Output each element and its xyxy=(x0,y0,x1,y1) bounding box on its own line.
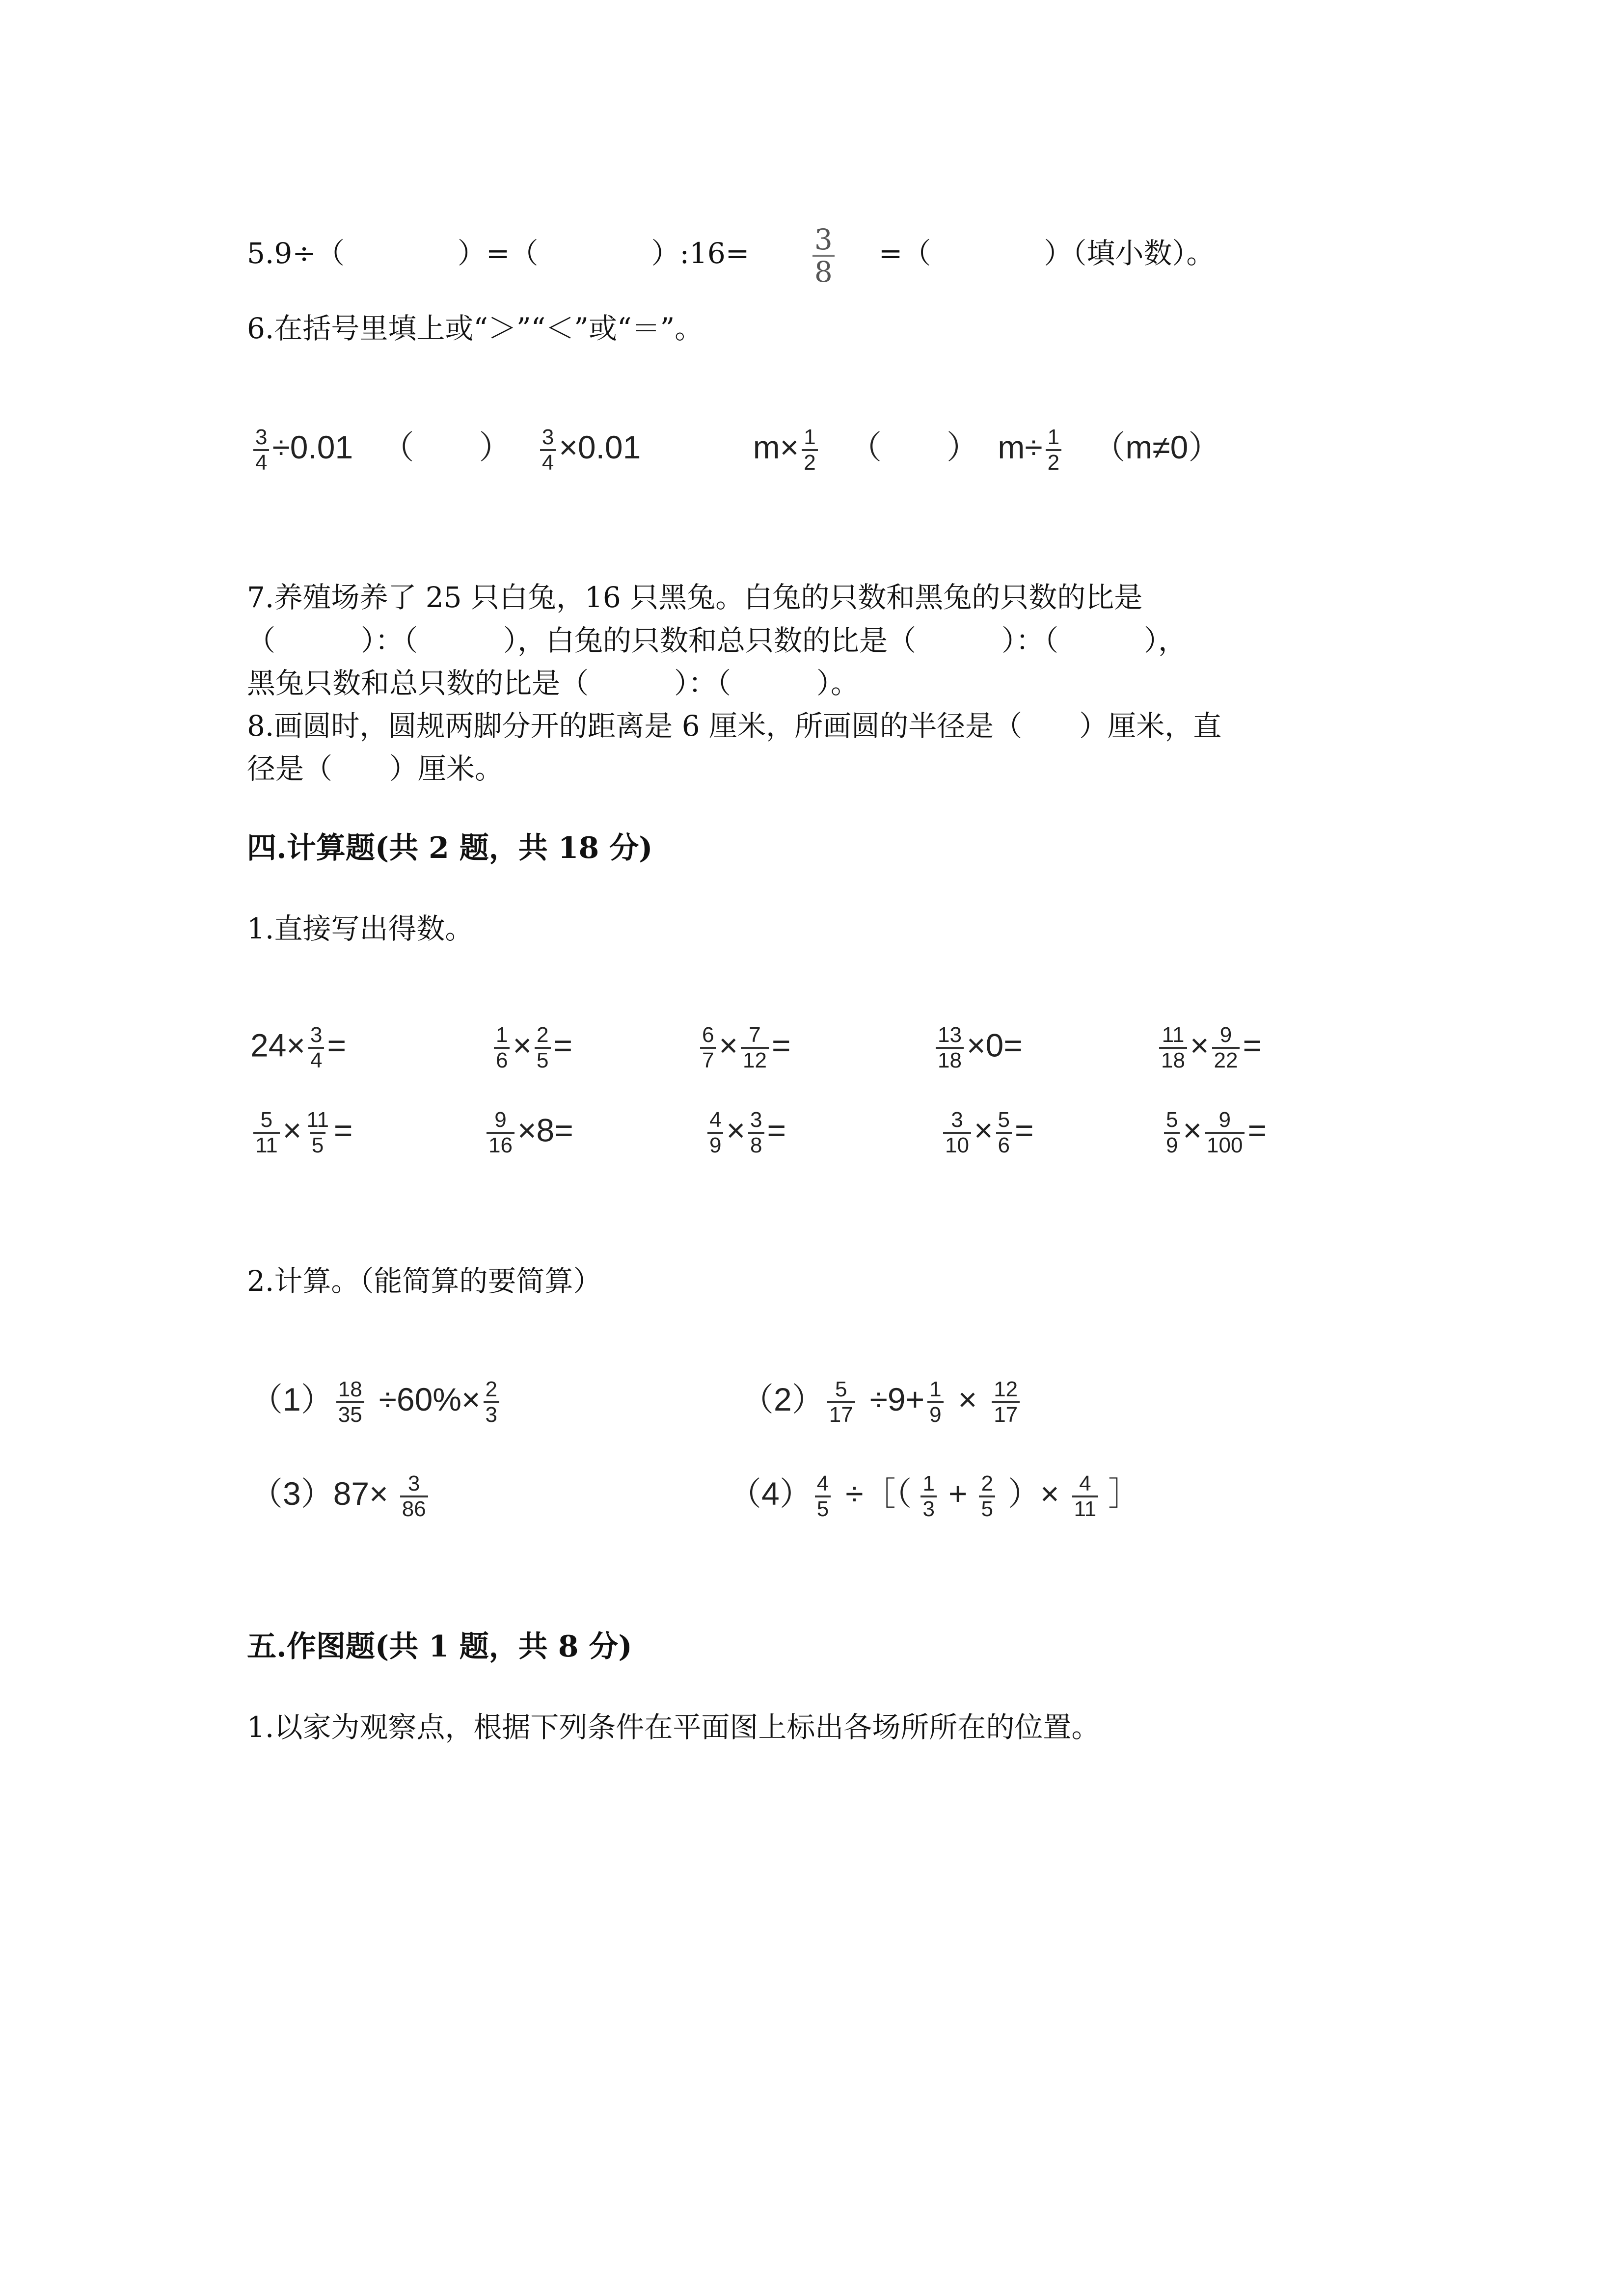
calc-problem-1: （1） $\frac{18}{35}$ ÷60%× $\frac{2}{3}$ xyxy=(250,1373,502,1427)
q5-line xyxy=(247,224,1215,287)
q7-line1: 7.养殖场养了 25 只白兔，16 只黑兔。白兔的只数和黑兔的只数的比是 xyxy=(247,581,1143,614)
q6-d-condition: （m≠0） xyxy=(1093,429,1221,465)
q5-part3: ）:16= xyxy=(651,237,750,270)
q6-stem: 6.在括号里填上或“＞”“＜”或“＝”。 xyxy=(247,312,704,345)
q6-b-fraction: $\frac{3}{4}$ xyxy=(540,426,556,475)
section4-q2-stem: 2.计算。（能简算的要简算） xyxy=(247,1264,602,1298)
q7-line3: 黑兔只数和总只数的比是（ ）：（ ）。 xyxy=(247,667,860,700)
calc-item: $\frac{3}{10}$ × $\frac{5}{6}$ = xyxy=(940,1108,1034,1157)
q5-part1: 5.9÷（ xyxy=(247,237,345,270)
calc-item: $\frac{9}{16}$ ×8= xyxy=(484,1108,573,1157)
q5-fraction: $\frac{3}{8}$ xyxy=(812,224,835,287)
calc-problem-4: （4） $\frac{4}{5}$ ÷［（ $\frac{1}{3}$ + $\frac{2}{5}$ ）× $\frac{4}{11}$ ］ xyxy=(729,1471,1141,1521)
q6-c-blank[interactable]: （ ） xyxy=(849,429,979,465)
calc-item: $\frac{6}{7}$ × $\frac{7}{12}$ = xyxy=(697,1023,791,1072)
calc-item: $\frac{4}{9}$ × $\frac{3}{8}$ = xyxy=(704,1108,786,1157)
calc-item: $\frac{13}{18}$ ×0= xyxy=(933,1023,1023,1072)
section4-q1-stem: 1.直接写出得数。 xyxy=(247,912,474,945)
q6-b-op: ×0.01 xyxy=(559,429,641,465)
calc-item: $\frac{1}{6}$ × $\frac{2}{5}$ = xyxy=(491,1023,572,1072)
calc-problem-2: （2） $\frac{5}{17}$ ÷9+ $\frac{1}{9}$ × $\frac{12}{17}$ xyxy=(741,1373,1023,1427)
q7-line2: （ ）：（ ），白兔的只数和总只数的比是（ ）：（ ）， xyxy=(247,624,1187,657)
section4-heading: 四.计算题(共 2 题，共 18 分) xyxy=(247,831,653,865)
calc-problem-3: （3）87× $\frac{3}{86}$ xyxy=(250,1468,431,1521)
section5-heading: 五.作图题(共 1 题，共 8 分) xyxy=(247,1629,632,1664)
section5-q1-stem: 1.以家为观察点，根据下列条件在平面图上标出各场所所在的位置。 xyxy=(247,1710,1100,1744)
q6-a-fraction: $\frac{3}{4}$ xyxy=(253,426,269,475)
calc-item: $\frac{5}{11}$ × $\frac{11}{5}$ = xyxy=(250,1108,352,1157)
q6-a-blank[interactable]: （ ） xyxy=(381,429,512,465)
q5-part5: ）（填小数）。 xyxy=(1044,237,1215,270)
q6-expression xyxy=(250,421,1220,475)
q6-d-var: m÷ xyxy=(998,429,1043,465)
calc-item: 24× $\frac{3}{4}$ = xyxy=(250,1023,346,1072)
q6-a-op: ÷0.01 xyxy=(272,429,353,465)
calc-item: $\frac{11}{18}$ × $\frac{9}{22}$ = xyxy=(1156,1023,1262,1072)
q6-d-fraction: $\frac{1}{2}$ xyxy=(1046,426,1061,475)
q5-part4: =（ xyxy=(878,237,931,270)
q6-c-var: m× xyxy=(753,429,799,465)
q8-line2: 径是（ ）厘米。 xyxy=(247,752,504,785)
q8-line1: 8.画圆时，圆规两脚分开的距离是 6 厘米，所画圆的半径是（ ）厘米，直 xyxy=(247,709,1222,743)
calc-item: $\frac{5}{9}$ × $\frac{9}{100}$ = xyxy=(1161,1108,1267,1157)
q6-c-fraction: $\frac{1}{2}$ xyxy=(802,426,817,475)
q5-part2: ）=（ xyxy=(457,237,539,270)
